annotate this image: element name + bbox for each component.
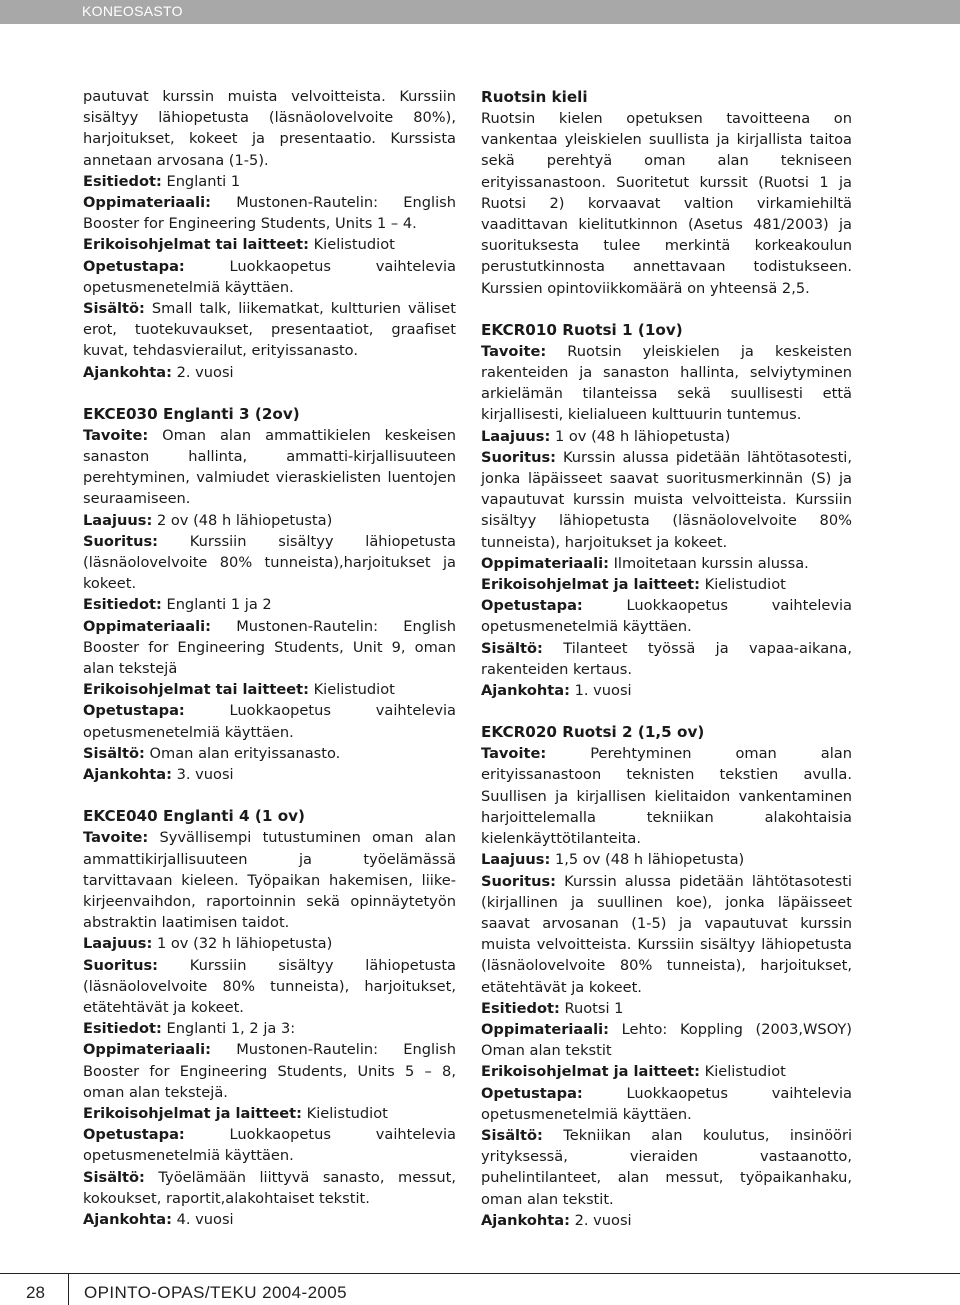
field-text: Tilanteet työssä ja vapaa-aikana, rakenteiden kertaus. [481, 639, 852, 678]
course-paragraph [83, 1209, 456, 1230]
course-paragraph [481, 998, 852, 1019]
field-text: Mustonen-Rautelin: English Booster for Engineering Students, Units 1 – 4. [83, 194, 456, 233]
footer-rule [0, 1273, 960, 1274]
field-text: Luokkaopetus vaihtelevia opetusmenetelmiä käyttäen. [83, 702, 456, 741]
field-text: pautuvat kurssin muista velvoitteista. Kurssiin sisältyy lähiopetusta (läsnäolovelvoite 80%), harjoitukset, kokeet ja presentaatio. Kurssista annetaan arvosana (1-5). [83, 88, 456, 169]
field-text: Luokkaopetus vaihtelevia opetusmenetelmiä käyttäen. [481, 597, 852, 636]
right-column [481, 86, 852, 1231]
course-paragraph [83, 679, 456, 700]
course-heading: EKCE030 Englanti 3 (2ov) [83, 404, 300, 423]
field-label: Suoritus: [83, 532, 159, 550]
course-paragraph [83, 616, 456, 680]
course-heading: EKCE040 Englanti 4 (1 ov) [83, 807, 305, 826]
course-paragraph [83, 425, 456, 510]
course-paragraph [481, 553, 852, 574]
course-heading: EKCR010 Ruotsi 1 (1ov) [481, 320, 683, 339]
field-label: Erikoisohjelmat ja laitteet: [83, 1104, 302, 1122]
course-paragraph [481, 447, 852, 553]
course-paragraph [83, 510, 456, 531]
field-label: Sisältö: [481, 1126, 543, 1144]
field-label: Sisältö: [481, 639, 543, 657]
field-label: Ajankohta: [481, 1211, 570, 1229]
field-text: Kurssin alussa pidetään lähtötasotesti (kirjallinen ja suullinen koe), jonka läpäisseet saavat arvosanan (1-5) ja vapautuvat kurssin muista velvoitteista. Kurssiin sisältyy lähiopetusta (läsnäolovelvoite 80% tunneista), harjoitukset, etätehtävät ja kokeet. [481, 872, 852, 996]
course-paragraph [83, 1167, 456, 1209]
field-label: Tavoite: [83, 829, 149, 847]
field-label: Oppimateriaali: [83, 194, 211, 212]
course-paragraph [83, 362, 456, 383]
field-label: Esitiedot: [481, 999, 560, 1017]
course-paragraph [83, 531, 456, 595]
field-text: Oman alan ammattikielen keskeisen sanaston hallinta, ammatti-kirjallisuuteen perehtyminen, valmiudet vieraskielisten luentojen seuraamiseen. [83, 426, 456, 508]
field-label: Tavoite: [83, 426, 149, 444]
field-text: 1. vuosi [569, 682, 632, 700]
publication-title: OPINTO-OPAS/TEKU 2004-2005 [84, 1283, 347, 1302]
field-label: Laajuus: [481, 427, 551, 445]
course-paragraph [83, 743, 456, 764]
field-text: Ilmoitetaan kurssin alussa. [608, 554, 809, 572]
course-paragraph [83, 298, 456, 362]
course-paragraph [481, 574, 852, 595]
course-paragraph [83, 1124, 456, 1166]
course-paragraph [481, 1019, 852, 1061]
field-label: Suoritus: [481, 872, 557, 890]
field-text: Kurssiin sisältyy lähiopetusta (läsnäolovelvoite 80% tunneista),harjoitukset ja kokeet. [83, 532, 456, 593]
field-text: Kielistudiot [301, 1104, 388, 1122]
field-label: Sisältö: [83, 744, 145, 762]
field-label: Sisältö: [83, 300, 145, 318]
field-text: Englanti 1, 2 ja 3: [161, 1020, 296, 1038]
field-label: Esitiedot: [83, 172, 162, 190]
field-label: Laajuus: [83, 511, 153, 529]
field-label: Ajankohta: [83, 363, 172, 381]
course-paragraph [481, 849, 852, 870]
course-paragraph [83, 234, 456, 255]
field-label: Opetustapa: [83, 1126, 185, 1144]
footer-divider [68, 1273, 69, 1305]
course-paragraph [83, 1103, 456, 1124]
field-text: Lehto: Koppling (2003,WSOY) Oman alan tekstit [481, 1020, 852, 1060]
field-text: Small talk, liikematkat, kultturien väliset erot, tuotekuvaukset, presentaatiot, graafiset kuvat, tehdasvierailut, erityissanasto. [83, 300, 456, 360]
field-text: Mustonen-Rautelin: English Booster for Engineering Students, Unit 9, oman alan tekstejä [83, 617, 456, 678]
section-title: KONEOSASTO [82, 3, 183, 19]
course-paragraph [481, 1210, 852, 1231]
field-text: Kurssin alussa pidetään lähtötasotesti, jonka läpäisseet saavat suoritusmerkinnän (S) ja vapautuvat kurssin muista velvoitteista. Kurssiin sisältyy lähiopetusta (läsnäolovelvoite 80% tunneista), harjoitukset ja kokeet. [481, 448, 852, 551]
course-paragraph [83, 764, 456, 785]
field-label: Opetustapa: [83, 702, 185, 720]
field-text: 1,5 ov (48 h lähiopetusta) [550, 851, 745, 869]
course-paragraph [83, 594, 456, 615]
course-paragraph [481, 341, 852, 426]
field-text: Mustonen-Rautelin: English Booster for Engineering Students, Units 5 – 8, oman alan tekstejä. [83, 1041, 456, 1101]
field-text: Luokkaopetus vaihtelevia opetusmenetelmiä käyttäen. [83, 1126, 456, 1165]
field-label: Opetustapa: [481, 597, 583, 615]
field-label: Esitiedot: [83, 1020, 162, 1038]
course-paragraph [83, 700, 456, 742]
field-label: Erikoisohjelmat tai laitteet: [83, 681, 309, 699]
field-text: Kielistudiot [308, 681, 395, 699]
field-text: 2 ov (48 h lähiopetusta) [152, 511, 333, 529]
field-label: Oppimateriaali: [83, 617, 211, 635]
field-text: Ruotsi 1 [559, 999, 624, 1017]
course-heading: Ruotsin kieli [481, 88, 588, 106]
field-label: Suoritus: [481, 448, 557, 466]
field-text: Tekniikan alan koulutus, insinööri yrityksessä, vieraiden vastaanotto, puhelintilanteet, alan messut, työpaikanhaku, oman alan tekstit. [481, 1126, 852, 1208]
field-label: Tavoite: [481, 342, 547, 360]
course-paragraph [481, 1083, 852, 1125]
field-label: Ajankohta: [83, 1210, 172, 1228]
field-label: Oppimateriaali: [481, 554, 609, 572]
field-text: Luokkaopetus vaihtelevia opetusmenetelmiä käyttäen. [481, 1084, 852, 1123]
course-paragraph [481, 1061, 852, 1082]
field-text: 1 ov (48 h lähiopetusta) [550, 427, 731, 445]
left-column [83, 86, 456, 1230]
field-text: 1 ov (32 h lähiopetusta) [152, 935, 333, 953]
field-text: 2. vuosi [569, 1211, 632, 1229]
course-paragraph [83, 1039, 456, 1103]
section-header-bar [0, 0, 960, 24]
course-paragraph [481, 108, 852, 299]
field-label: Opetustapa: [481, 1084, 583, 1102]
field-label: Ajankohta: [481, 682, 570, 700]
field-text: Englanti 1 [161, 172, 241, 190]
course-paragraph [481, 743, 852, 849]
field-label: Erikoisohjelmat tai laitteet: [83, 236, 309, 254]
field-label: Opetustapa: [83, 257, 185, 275]
field-label: Oppimateriaali: [83, 1041, 211, 1059]
field-text: Syvällisempi tutustuminen oman alan ammattikirjallisuuteen ja työelämässä tarvittavaan kieleen. Työpaikan hakemisen, liike-kirjeenvaihdon, raportoinnin sekä opinnäytetyön abstraktin laatimisen taidot. [83, 829, 456, 932]
page-number: 28 [26, 1283, 45, 1302]
course-paragraph [83, 1018, 456, 1039]
field-text: Oman alan erityissanasto. [144, 744, 341, 762]
course-paragraph [83, 86, 456, 171]
field-text: Kurssiin sisältyy lähiopetusta (läsnäolovelvoite 80% tunneista), harjoitukset, etätehtävät ja kokeet. [83, 956, 456, 1016]
field-label: Sisältö: [83, 1168, 145, 1186]
course-paragraph [481, 426, 852, 447]
course-paragraph [481, 871, 852, 998]
field-label: Erikoisohjelmat ja laitteet: [481, 576, 700, 594]
course-paragraph [481, 595, 852, 637]
field-text: Ruotsin kielen opetuksen tavoitteena on vankentaa yleiskielen suullista ja kirjallista taitoa sekä perehtyä oman alan tekniseen erityissanastoon. Suoritetut kurssit (Ruotsi 1 ja Ruotsi 2) korvaavat valtion virkamiehiltä vaadittavan kielitutkinnon (Asetus 481/2003) ja suorituksesta tulee merkintä korkeakoulun perustutkinnosta annettavaan todistukseen. Kurssien opintoviikkomäärä on yhteensä 2,5. [481, 110, 852, 297]
field-label: Suoritus: [83, 956, 159, 974]
field-text: Työelämään liittyvä sanasto, messut, kokoukset, raportit,alakohtaiset tekstit. [83, 1168, 456, 1207]
course-paragraph [83, 955, 456, 1019]
course-paragraph [481, 1125, 852, 1210]
field-label: Laajuus: [481, 851, 551, 869]
field-text: Ruotsin yleiskielen ja keskeisten rakenteiden ja sanaston hallinta, selviytyminen arkielämän tilanteissa sekä suullisesti että kirjallisesti, kielialueen kulttuurin tuntemus. [481, 342, 852, 424]
course-paragraph [83, 933, 456, 954]
field-label: Tavoite: [481, 745, 547, 763]
field-text: Englanti 1 ja 2 [161, 596, 272, 614]
field-text: 4. vuosi [171, 1210, 234, 1228]
field-text: 3. vuosi [171, 766, 234, 784]
course-paragraph [83, 827, 456, 933]
field-text: Kielistudiot [699, 576, 786, 594]
course-paragraph [83, 192, 456, 234]
field-text: Kielistudiot [699, 1063, 786, 1081]
course-paragraph [481, 680, 852, 701]
field-label: Laajuus: [83, 935, 153, 953]
field-text: Perehtyminen oman alan erityissanastoon teknisten tekstien avulla. Suullisen ja kirjallisen kielitaidon vankentaminen harjoittelemalla tekniikan alakohtaisia kielenkäyttötilanteita. [481, 745, 852, 848]
course-heading: EKCR020 Ruotsi 2 (1,5 ov) [481, 723, 705, 742]
field-label: Erikoisohjelmat ja laitteet: [481, 1063, 700, 1081]
course-paragraph [481, 638, 852, 680]
field-text: Luokkaopetus vaihtelevia opetusmenetelmiä käyttäen. [83, 257, 456, 296]
course-paragraph [83, 171, 456, 192]
field-text: 2. vuosi [171, 363, 234, 381]
field-text: Kielistudiot [308, 236, 395, 254]
field-label: Esitiedot: [83, 596, 162, 614]
course-paragraph [83, 256, 456, 298]
field-label: Oppimateriaali: [481, 1020, 609, 1038]
field-label: Ajankohta: [83, 766, 172, 784]
